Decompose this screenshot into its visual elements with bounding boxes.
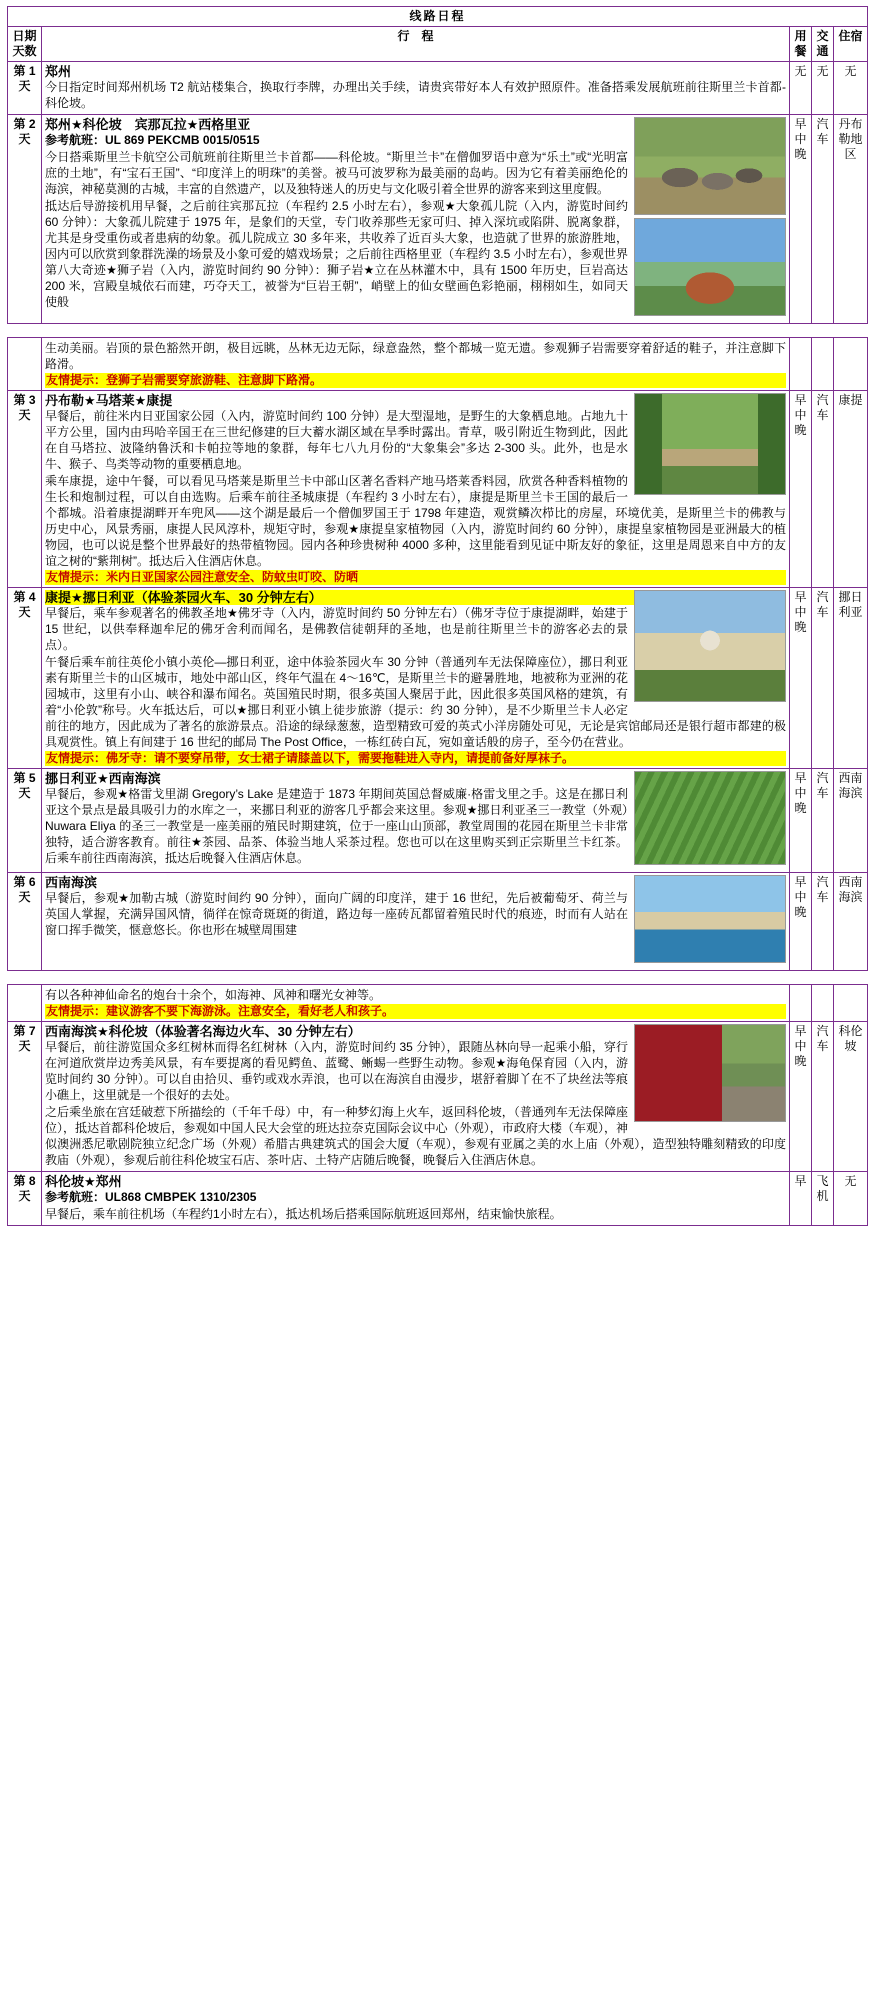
row-paragraph: 有以各种神仙命名的炮台十余个，如海神、风神和曙光女神等。: [45, 988, 382, 1002]
row-route: 郑州: [45, 64, 72, 79]
row-traffic: 汽车: [812, 391, 834, 588]
row-journey-cell: [42, 985, 790, 1022]
row-meal: 早中晚: [790, 873, 812, 971]
photo-sigiriya-rock: [634, 218, 786, 316]
row-meal: 早中晚: [790, 769, 812, 873]
itinerary-table-part2: [7, 337, 868, 971]
header-meal: [789, 27, 811, 62]
photo-elephant-orphanage: [634, 117, 786, 215]
row-journey-cell: [42, 1022, 790, 1172]
photo-galle-fort: [634, 875, 786, 963]
photo-group: [634, 393, 786, 498]
row-journey-cell: [42, 1172, 790, 1226]
row-day-label: [8, 338, 42, 391]
row-route: 郑州★科伦坡 宾那瓦拉★西格里亚: [45, 117, 251, 132]
table-row: [8, 1022, 868, 1172]
row-paragraph: 早餐后，乘车前往机场（车程约1小时左右），抵达机场后搭乘国际航班返回郑州，结束愉快旅程。: [45, 1207, 562, 1221]
header-meal-label: 用餐: [794, 29, 807, 58]
table-row: [8, 62, 868, 115]
flight-label: 参考航班：: [45, 133, 106, 147]
header-days-label: 天数: [12, 44, 37, 58]
header-traffic: [811, 27, 833, 62]
row-paragraph: 早餐后，参观★格雷戈里湖 Gregory’s Lake 是建造于 1873 年期间英国总督威廉·格雷戈里之手。这是在挪日利亚这个景点是最具吸引力的水库之一，来挪日利亚的游客几乎都会来这里。参观★挪日利亚圣三一教堂（外观）Nuwara Eliya 的圣三一教堂是一座美丽的殖民时期建筑，位于一座山山顶部，教堂周围的花园在斯里兰卡非常独特，适合游客教育。前往★茶园、品茶、体验当地人采茶过程。您也可以在这里购买到正宗斯里兰卡红茶。后乘车前往西南海滨，抵达后晚餐入住酒店休息。: [45, 787, 628, 865]
row-meal: 早中晚: [789, 115, 811, 324]
row-hotel: 丹布勒地区: [833, 115, 867, 324]
row-day-label: 第 8 天: [8, 1172, 42, 1226]
row-meal: 无: [789, 62, 811, 115]
row-route: 挪日利亚★西南海滨: [45, 771, 161, 786]
header-date-days: [8, 27, 42, 62]
row-route: 丹布勒★马塔莱★康提: [45, 393, 173, 408]
row-traffic: [812, 985, 834, 1022]
photo-group: [634, 117, 786, 319]
row-meal: 早中晚: [790, 588, 812, 769]
photo-tea-plantation: [634, 771, 786, 865]
header-date-label: 日期: [12, 29, 37, 43]
header-traffic-label: 交通: [816, 29, 829, 58]
row-route: 西南海滨: [45, 875, 98, 890]
flight-value: UL868 CMBPEK 1310/2305: [105, 1190, 257, 1204]
header-hotel: [833, 27, 867, 62]
row-traffic: 汽车: [812, 1022, 834, 1172]
row-meal: [790, 338, 812, 391]
row-paragraph: 今日搭乘斯里兰卡航空公司航班前往斯里兰卡首都——科伦坡。“斯里兰卡”在僧伽罗语中意为“乐土”或“光明富庶的土地”，有“宝石王国”、“印度洋上的明珠”的美誉。被马可波罗称为最美丽的岛屿。因为它有着美丽绝伦的海滨，神秘莫测的古城，丰富的自然遗产，以及独特迷人的历史与文化吸引着全世界的游客来到这里度假。: [45, 150, 628, 196]
row-day-label: 第 1 天: [8, 62, 42, 115]
row-traffic: 汽车: [812, 769, 834, 873]
photo-minneriya-park: [634, 393, 786, 495]
row-hotel: [834, 985, 868, 1022]
row-hotel: 无: [833, 62, 867, 115]
row-traffic: 汽车: [812, 588, 834, 769]
row-hotel: 无: [834, 1172, 868, 1226]
row-paragraph: 午餐后乘车前往英伦小镇小英伦—挪日利亚，途中体验茶园火车 30 分钟（普通列车无法保障座位），挪日利亚素有斯里兰卡的山区城市，地处中部山区，终年气温在 4～16℃，是斯里兰卡的避暑胜地，地被称为亚洲的花园城市，这里有小山、峡谷和瀑布闻名。英国殖民时期，很多英国人聚居于此，因此很多英国风格的建筑，有着“小伦敦”称号。火车抵达后，可以★挪日利亚小镇上徒步旅游（提示：约 30 分钟），是不少斯里兰卡人必定前往的地方，因此成为了著名的旅游景点。沿途的绿绿葱葱，造型精致可爱的英式小洋房随处可见，无论是宾馆邮局还是银行超市都建的极具观赏性。镇上有间建于 16 世纪的邮局 The Post Office，一栋红砖白瓦，宛如童话般的房子，至今仍在营业。: [45, 655, 786, 749]
row-traffic: [812, 338, 834, 391]
photo-temple-of-tooth: [634, 590, 786, 702]
row-day-label: [8, 985, 42, 1022]
friendly-tip: 友情提示：登狮子岩需要穿旅游鞋、注意脚下路滑。: [45, 373, 786, 388]
row-paragraph: 抵达后导游接机用早餐，之后前往宾那瓦拉（车程约 2.5 小时左右），参观★大象孤儿院（入内，游览时间约 60 分钟）：大象孤儿院建于 1975 年，是象们的天堂，专门收养那些无家可归、掉入深坑或陷阱、脱离象群，尤其是身受重伤或者患病的幼象。孤儿院成立 30 多年来，共收养了近百头大象，也造就了世界的旅游胜地，因内可以欣赏到象群洗澡的场景及小象可爱的嬉戏场景；之后前往西格里亚（车程约 3.5 小时左右），参观世界第八大奇迹★狮子岩（入内，游览时间约 90 分钟）：狮子岩★立在丛林灌木中，具有 1500 年历史，巨岩高达 200 米，宫殿皇城依石而建，巧夺天工，被誉为“巨岩王朝”，峭壁上的仙女壁画色彩艳丽，栩栩如生，如同天使般: [45, 199, 628, 309]
photo-group: [634, 1024, 786, 1125]
row-day-label: 第 2 天: [8, 115, 42, 324]
table-row: [8, 873, 868, 971]
friendly-tip: 友情提示：米内日亚国家公园注意安全、防蚊虫叮咬、防晒: [45, 570, 786, 585]
row-traffic: 汽车: [811, 115, 833, 324]
table-row: [8, 769, 868, 873]
row-journey-cell: [42, 391, 790, 588]
friendly-tip: 友情提示：佛牙寺：请不要穿吊带，女士裙子请膝盖以下，需要拖鞋进入寺内，请提前备好厚袜子。: [45, 751, 786, 766]
row-journey-cell: [42, 873, 790, 971]
row-meal: 早: [790, 1172, 812, 1226]
row-day-label: 第 3 天: [8, 391, 42, 588]
row-meal: [790, 985, 812, 1022]
page-break-gap: [0, 324, 875, 331]
row-journey-cell: [42, 769, 790, 873]
row-paragraph: 乘车康提，途中午餐，可以看见马塔莱是斯里兰卡中部山区著名香料产地马塔莱香料园，欣赏各种香料植物的生长和炮制过程，可以自由选购。后乘车前往圣城康提（车程约 3 小时左右），康提是斯里兰卡王国的最后一个都城。沿着康提湖畔开车兜风——这个湖是最后一个僧伽罗国王于 1798 年建造，观赏鳞次栉比的房屋，环境优美，是斯里兰卡的佛教与历史中心，风景秀丽，康提人民风淳朴，规矩守时，参观★康提皇家植物园（入内，游览时间约 60 分钟），康提皇家植物园是亚洲最大的植物园，也可以说是整个世界最好的热带植物园。园内各种珍贵树种 4000 多种，这里能看到见证中斯友好的象征，这里是周恩来自中方的友谊之树的“紫荆树”。抵达后入住酒店休息。: [45, 474, 786, 568]
table-row: [8, 391, 868, 588]
header-hotel-label: 住宿: [838, 29, 863, 43]
friendly-tip: 友情提示：建议游客不要下海游泳。注意安全，看好老人和孩子。: [45, 1004, 786, 1019]
row-hotel: 西南海滨: [834, 769, 868, 873]
table-row: [8, 1172, 868, 1226]
row-route: 科伦坡★郑州: [45, 1174, 122, 1189]
row-route: 康提★挪日利亚（体验茶园火车、30 分钟左右）: [45, 590, 786, 605]
itinerary-table-part3: [7, 984, 868, 1226]
table-row: [8, 985, 868, 1022]
itinerary-table-part1: [7, 6, 868, 324]
photo-group: [634, 875, 786, 966]
row-paragraph: 早餐后，乘车参观著名的佛教圣地★佛牙寺（入内，游览时间约 50 分钟左右）（佛牙寺位于康提湖畔，始建于 15 世纪，以供奉释迦牟尼的佛牙舍利而闻名，是佛教信徒朝拜的圣地，也是前往斯里兰卡的游客必去的景点）。: [45, 606, 628, 652]
row-paragraph: 早餐后，前往游览国众多红树林而得名红树林（入内，游览时间约 35 分钟），跟随丛林向导一起乘小船，穿行在河道欣赏岸边秀美风景，有车要提离的看见鳄鱼、蓝鹭、蜥蜴一些野生动物。参观★海龟保育园（入内，游览时间约 30 分钟）。可以自由拾贝、垂钓或戏水弄浪，也可以在海滨自由漫步，堪舒着脚丫在不了块丝法等痕小礁上，这里就是一个很好的去处。: [45, 1040, 628, 1102]
table-row: [8, 338, 868, 391]
document-title-row: [8, 7, 868, 27]
row-day-label: 第 6 天: [8, 873, 42, 971]
row-meal: 早中晚: [790, 391, 812, 588]
flight-label: 参考航班：: [45, 1190, 106, 1204]
table-row: [8, 115, 868, 324]
flight-value: UL 869 PEKCMB 0015/0515: [105, 133, 260, 147]
page-break-gap: [0, 971, 875, 978]
row-day-label: 第 4 天: [8, 588, 42, 769]
row-meal: 早中晚: [790, 1022, 812, 1172]
row-paragraph: 早餐后，前往米内日亚国家公园（入内，游览时间约 100 分钟）是大型湿地，是野生的大象栖息地。占地九十平方公里，国内由玛哈辛国王在三世纪修建的巨大蓄水湖区域在旱季时露出。青草，吸引附近生物到此，因此在自马塔拉、波隆纳鲁沃和卡帕拉等地的象群，每年七八九月份的“大象集会”多达 2-300 头。此外，也是水牛、猴子、鸟类等动物的重要栖息地。: [45, 409, 628, 471]
itinerary-page: [0, 6, 875, 1226]
row-hotel: 科伦坡: [834, 1022, 868, 1172]
row-paragraph: 早餐后，参观★加勒古城（游览时间约 90 分钟），面向广阔的印度洋，建于 16 世纪，先后被葡萄牙、荷兰与英国人掌握，充满异国风情，徜徉在惊奇斑斑的街道，路边每一座砖瓦都留着殖民时代的痕迹，时而有人站在窗口挥手微笑，惬意悠长。你也形在城壁周围建: [45, 891, 628, 937]
row-traffic: 飞机: [812, 1172, 834, 1226]
photo-group: [634, 771, 786, 868]
row-day-label: 第 5 天: [8, 769, 42, 873]
table-header-row: [8, 27, 868, 62]
photo-coastal-train: [634, 1024, 786, 1122]
row-hotel: 康提: [834, 391, 868, 588]
row-journey-cell: [42, 62, 790, 115]
header-journey: 行 程: [42, 27, 790, 62]
row-hotel: [834, 338, 868, 391]
row-traffic: 无: [811, 62, 833, 115]
row-route: 西南海滨★科伦坡（体验著名海边火车、30 分钟左右）: [45, 1024, 361, 1039]
row-journey-cell: [42, 115, 790, 324]
page-title: 线路日程: [8, 7, 868, 27]
row-journey-cell: [42, 588, 790, 769]
row-paragraph: 生动美丽。岩顶的景色豁然开朗，极目远眺，丛林无边无际，绿意盎然，整个都城一览无遗。参观狮子岩需要穿着舒适的鞋子，并注意脚下路滑。: [45, 341, 786, 371]
photo-group: [634, 590, 786, 705]
row-hotel: 西南海滨: [834, 873, 868, 971]
row-journey-cell: [42, 338, 790, 391]
row-day-label: 第 7 天: [8, 1022, 42, 1172]
table-row: [8, 588, 868, 769]
row-paragraph: 之后乘坐旅在宫廷破惹下所描绘的（千年千母）中，有一种梦幻海上火车，返回科伦坡，（普通列车无法保障座位），抵达首都科伦坡后，参观如中国人民大会堂的班达拉奈克国际会议中心（外观），市政府大楼（车观），神似澳洲悉尼歌剧院独立纪念广场（外观）希腊古典建筑式的国会大厦（车观），参观有亚属之美的水上庙（外观），造型独特雕刻精致的印度教庙（外观），参观后前往科伦坡宝石店、茶叶店、土特产店随后晚餐，晚餐后入住酒店休息。: [45, 1105, 786, 1167]
row-hotel: 挪日利亚: [834, 588, 868, 769]
row-traffic: 汽车: [812, 873, 834, 971]
row-paragraph: 今日指定时间郑州机场 T2 航站楼集合，换取行李牌，办理出关手续，请贵宾带好本人有效护照原件。准备搭乘发展航班前往斯里兰卡首都-科伦坡。: [45, 80, 786, 110]
